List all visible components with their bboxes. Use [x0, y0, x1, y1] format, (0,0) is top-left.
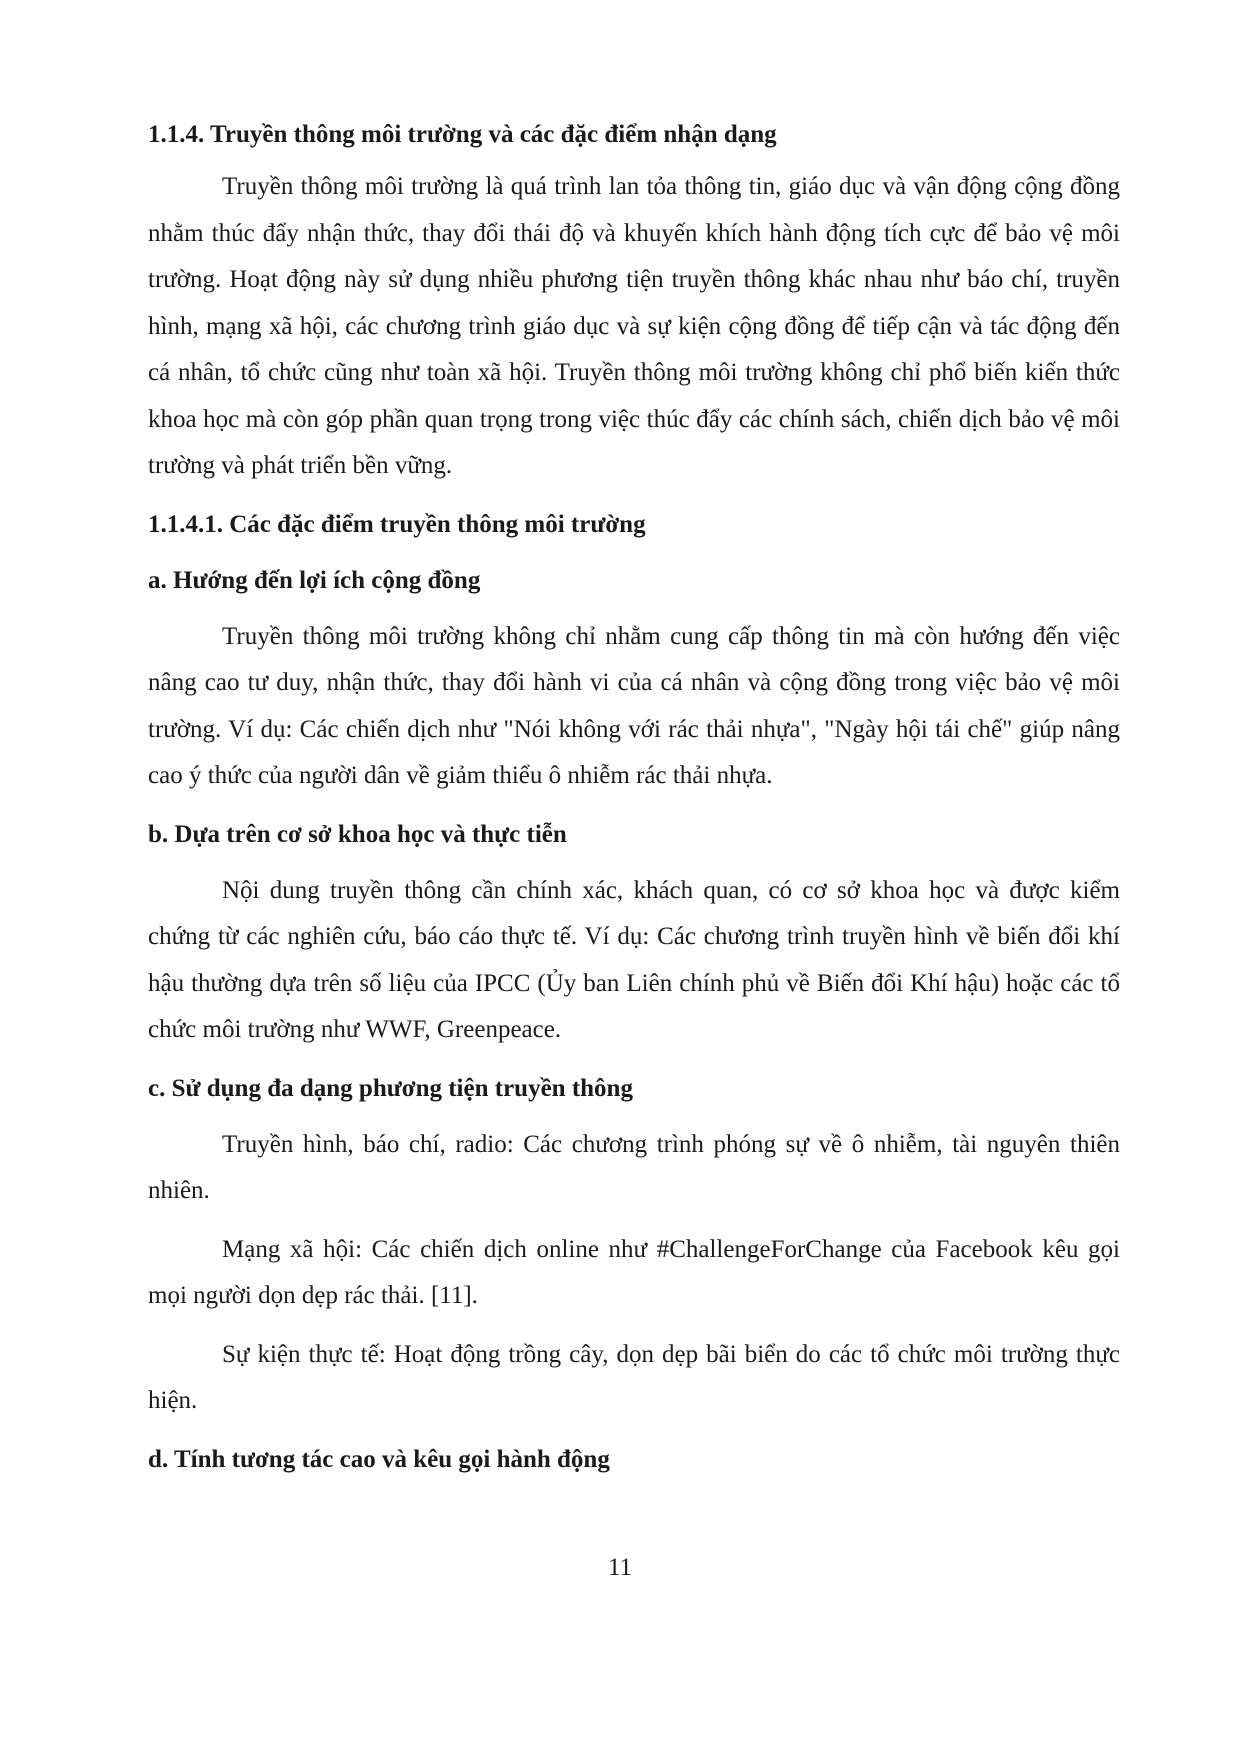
- intro-paragraph: Truyền thông môi trường là quá trình lan tỏa thông tin, giáo dục và vận động cộng đồng nhằm thúc đẩy nhận thức, thay đổi thái độ và khuyến khích hành động tích cực để bảo vệ môi trường. Hoạt động này sử dụng nhiều phương tiện truyền thông khác nhau như báo chí, truyền hình, mạng xã hội, các chương trình giáo dục và sự kiện cộng đồng để tiếp cận và tác động đến cá nhân, tổ chức cũng như toàn xã hội. Truyền thông môi trường không chỉ phổ biến kiến thức khoa học mà còn góp phần quan trọng trong việc thúc đẩy các chính sách, chiến dịch bảo vệ môi trường và phát triển bền vững.: [148, 173, 1120, 479]
- section-c-paragraph-media: Truyền hình, báo chí, radio: Các chương trình phóng sự về ô nhiễm, tài nguyên thiên nhiên.: [148, 1130, 1120, 1204]
- section-a-heading: a. Hướng đến lợi ích cộng đồng: [148, 566, 481, 594]
- section-b-heading: b. Dựa trên cơ sở khoa học và thực tiễn: [148, 820, 567, 848]
- section-c-paragraph-events: Sự kiện thực tế: Hoạt động trồng cây, dọn dẹp bãi biển do các tổ chức môi trường thực hiện.: [148, 1340, 1120, 1414]
- subsection-heading: 1.1.4.1. Các đặc điểm truyền thông môi trường: [148, 510, 646, 538]
- page-number: 11: [607, 1554, 633, 1581]
- section-c-heading: c. Sử dụng đa dạng phương tiện truyền thông: [148, 1074, 633, 1102]
- section-heading: 1.1.4. Truyền thông môi trường và các đặc điểm nhận dạng: [148, 121, 777, 148]
- section-b-paragraph: Nội dung truyền thông cần chính xác, khách quan, có cơ sở khoa học và được kiểm chứng từ các nghiên cứu, báo cáo thực tế. Ví dụ: Các chương trình truyền hình về biến đổi khí hậu thường dựa trên số liệu của IPCC (Ủy ban Liên chính phủ về Biến đổi Khí hậu) hoặc các tổ chức môi trường như WWF, Greenpeace.: [148, 876, 1120, 1043]
- section-c-paragraph-social: Mạng xã hội: Các chiến dịch online như #ChallengeForChange của Facebook kêu gọi mọi người dọn dẹp rác thải. [11].: [148, 1235, 1120, 1309]
- section-d-heading: d. Tính tương tác cao và kêu gọi hành động: [148, 1445, 610, 1473]
- page-content: [148, 112, 1120, 1493]
- section-a-paragraph: Truyền thông môi trường không chỉ nhằm cung cấp thông tin mà còn hướng đến việc nâng cao tư duy, nhận thức, thay đổi hành vi của cá nhân và cộng đồng trong việc bảo vệ môi trường. Ví dụ: Các chiến dịch như "Nói không với rác thải nhựa", "Ngày hội tái chế" giúp nâng cao ý thức của người dân về giảm thiểu ô nhiễm rác thải nhựa.: [148, 622, 1120, 789]
